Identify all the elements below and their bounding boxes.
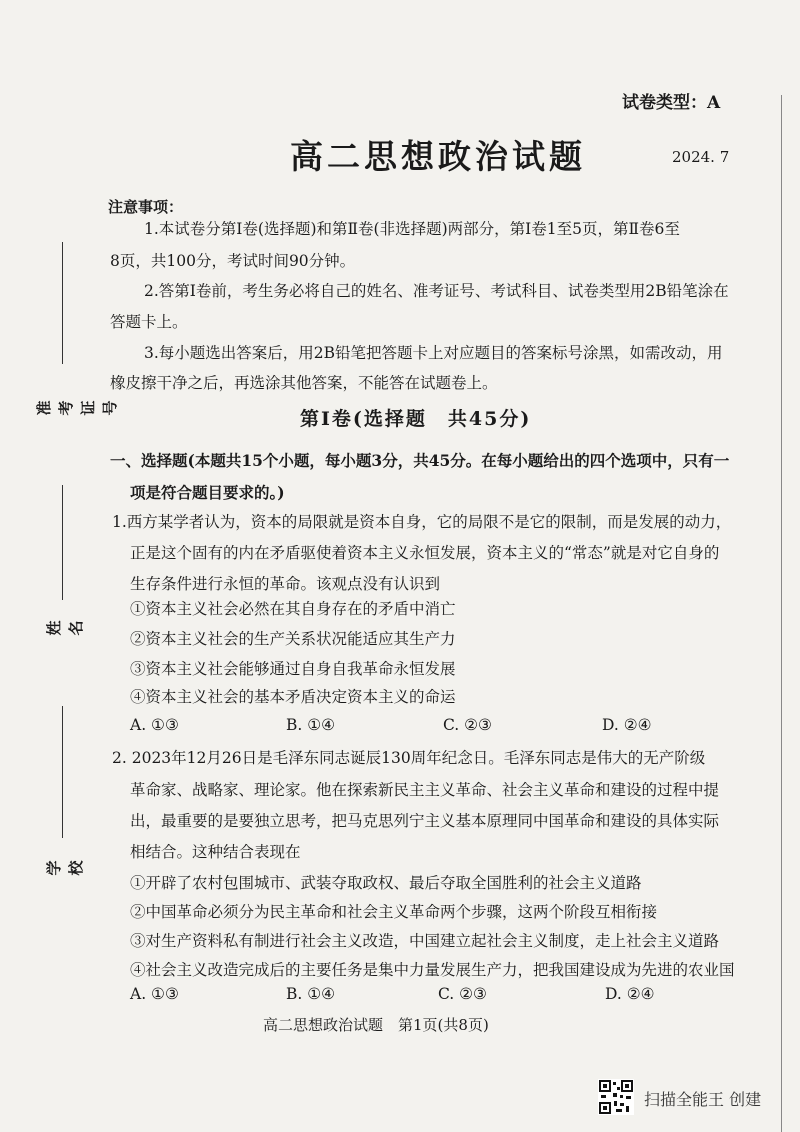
- page-edge: [781, 95, 782, 1132]
- qr-code-icon: [598, 1079, 634, 1115]
- q1-stem-line-1: 1.西方某学者认为，资本的局限就是资本自身，它的局限不是它的限制，而是发展的动力，: [112, 513, 732, 531]
- q1-statement-4: ④资本主义社会的基本矛盾决定资本主义的命运: [130, 688, 456, 706]
- q1-option-c: C. ②③: [443, 716, 492, 734]
- binding-label-name: 姓名: [45, 620, 85, 636]
- q2-option-d: D. ②④: [605, 985, 655, 1003]
- paper-type: 试卷类型：A: [622, 93, 721, 113]
- q1-statement-2: ②资本主义社会的生产关系状况能适应其生产力: [130, 630, 456, 648]
- q2-stem-line-3: 出，最重要的是要独立思考，把马克思列宁主义基本原理同中国革命和建设的具体实际: [130, 812, 720, 830]
- binding-line-3: [62, 706, 63, 838]
- binding-label-exam-id: 准考证号: [35, 400, 119, 416]
- notice-item-1-line-1: 1.本试卷分第Ⅰ卷(选择题)和第Ⅱ卷(非选择题)两部分，第Ⅰ卷1至5页，第Ⅱ卷6至: [144, 220, 680, 238]
- q2-option-a: A. ①③: [130, 985, 179, 1003]
- q2-option-c: C. ②③: [438, 985, 487, 1003]
- q1-statement-3: ③资本主义社会能够通过自身自我革命永恒发展: [130, 660, 456, 678]
- q2-statement-4: ④社会主义改造完成后的主要任务是集中力量发展生产力，把我国建设成为先进的农业国: [130, 961, 735, 979]
- notice-heading: 注意事项：: [108, 198, 184, 216]
- q2-statement-3: ③对生产资料私有制进行社会主义改造，中国建立起社会主义制度，走上社会主义道路: [130, 932, 720, 950]
- q1-stem-line-2: 正是这个固有的内在矛盾驱使着资本主义永恒发展，资本主义的“常态”就是对它自身的: [130, 544, 720, 562]
- binding-label-school: 学校: [45, 860, 85, 876]
- q1-option-d: D. ②④: [602, 716, 652, 734]
- q2-statement-2: ②中国革命必须分为民主革命和社会主义革命两个步骤，这两个阶段互相衔接: [130, 903, 658, 921]
- exam-date: 2024. 7: [672, 148, 730, 166]
- section-instruction-line-1: 一、选择题(本题共15个小题，每小题3分，共45分。在每小题给出的四个选项中，只有一: [110, 451, 730, 470]
- notice-item-1-line-2: 8页，共100分，考试时间90分钟。: [110, 252, 356, 270]
- binding-line-1: [62, 242, 63, 364]
- q1-stem-line-3: 生存条件进行永恒的革命。该观点没有认识到: [130, 575, 441, 593]
- notice-item-3-line-1: 3.每小题选出答案后，用2B铅笔把答题卡上对应题目的答案标号涂黑，如需改动，用: [144, 344, 723, 362]
- notice-item-2-line-1: 2.答第Ⅰ卷前，考生务必将自己的姓名、准考证号、考试科目、试卷类型用2B铅笔涂在: [144, 282, 729, 300]
- notice-item-2-line-2: 答题卡上。: [110, 313, 188, 331]
- q2-stem-line-2: 革命家、战略家、理论家。他在探索新民主主义革命、社会主义革命和建设的过程中提: [130, 781, 720, 799]
- q2-option-b: B. ①④: [286, 985, 336, 1003]
- q1-statement-1: ①资本主义社会必然在其自身存在的矛盾中消亡: [130, 600, 456, 618]
- q2-stem-line-4: 相结合。这种结合表现在: [130, 843, 301, 861]
- section-title: 第Ⅰ卷(选择题 共45分): [300, 408, 532, 430]
- scanner-watermark: 扫描全能王 创建: [644, 1090, 762, 1109]
- page-title: 高二思想政治试题: [290, 137, 586, 176]
- q1-option-b: B. ①④: [286, 716, 336, 734]
- q2-stem-line-1: 2. 2023年12月26日是毛泽东同志诞辰130周年纪念日。毛泽东同志是伟大的无产阶级: [112, 749, 706, 767]
- q1-option-a: A. ①③: [130, 716, 179, 734]
- page-footer: 高二思想政治试题 第1页(共8页): [263, 1016, 489, 1034]
- binding-line-2: [62, 485, 63, 600]
- notice-item-3-line-2: 橡皮擦干净之后，再选涂其他答案，不能答在试题卷上。: [110, 374, 498, 392]
- q2-statement-1: ①开辟了农村包围城市、武装夺取政权、最后夺取全国胜利的社会主义道路: [130, 874, 642, 892]
- section-instruction-line-2: 项是符合题目要求的。): [130, 483, 285, 502]
